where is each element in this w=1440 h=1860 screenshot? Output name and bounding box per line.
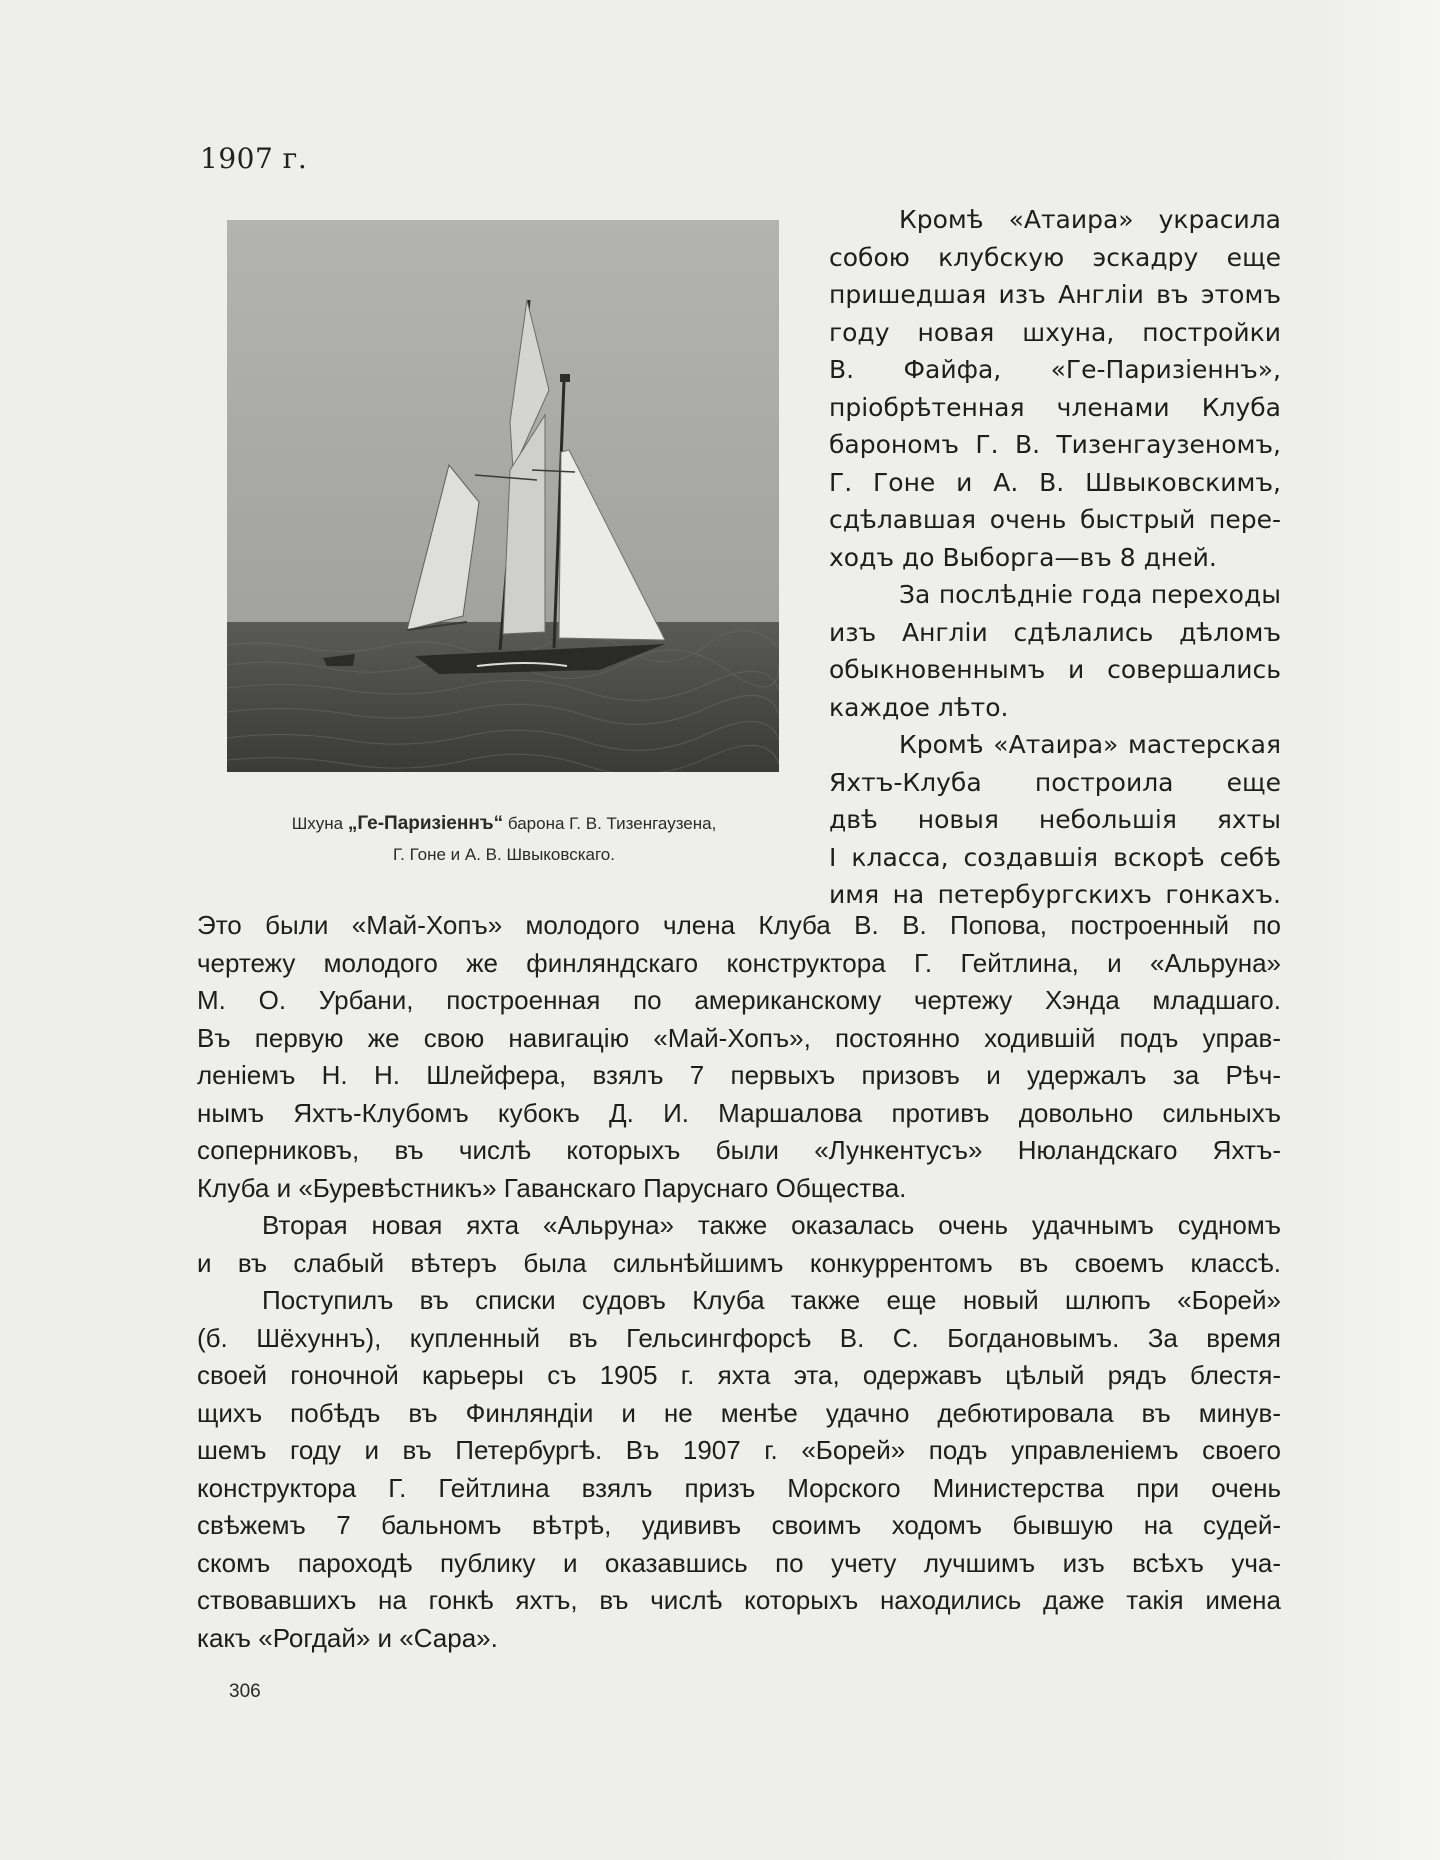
text-line: ходъ до Выборга—въ 8 дней. [829,542,1217,572]
text-line: За послѣдніе года переходы [899,580,1281,609]
caption-vessel-name: „Ге-Паризіеннъ“ [347,813,504,834]
figure-caption [228,808,780,870]
schooner-photograph [227,220,779,772]
running-head-year: 1907 г. [200,142,308,175]
text-line: собою клубскую эскадру еще [829,242,1281,272]
text-line: имя на петербургскихъ гонкахъ. [829,880,1281,909]
text-line: шемъ году и въ Петербургѣ. Въ 1907 г. «Борей» подъ управленіемъ своего [197,1435,1281,1465]
text-line: Клуба и «Буревѣстникъ» Гаванскаго Паруснаго Общества. [197,1172,907,1203]
full-width-text [197,907,1281,1657]
text-line: скомъ пароходѣ публику и оказавшись по учету лучшимъ изъ всѣхъ уча- [197,1547,1281,1578]
text-line: и въ слабый вѣтеръ была сильнѣйшимъ конкуррентомъ въ своемъ классѣ. [197,1247,1281,1278]
right-column-text [829,201,1281,914]
text-line: пріобрѣтенная членами Клуба [829,392,1281,422]
page-edge-shade [1320,0,1440,1860]
text-line: нымъ Яхтъ-Клубомъ кубокъ Д. И. Маршалова противъ довольно сильныхъ [197,1097,1281,1128]
text-line: Г. Гоне и А. В. Швыковскимъ, [829,467,1281,497]
text-line: I класса, создавшія вскорѣ себѣ [829,842,1281,872]
text-line: ствовавшихъ на гонкѣ яхтъ, въ числѣ которыхъ находились даже такія имена [197,1585,1281,1615]
text-line: М. О. Урбани, построенная по американскому чертежу Хэнда младшаго. [197,985,1281,1015]
text-line: Кромѣ «Атаира» мастерская [899,730,1281,759]
caption-line-1 [228,808,780,839]
text-line: изъ Англіи сдѣлались дѣломъ [829,617,1281,647]
page-number: 306 [229,1681,261,1702]
text-line: леніемъ Н. Н. Шлейфера, взялъ 7 первыхъ призовъ и удержалъ за Рѣч- [197,1060,1281,1090]
text-line: Поступилъ въ списки судовъ Клуба также еще новый шлюпъ «Борей» [262,1285,1281,1315]
text-line: соперниковъ, въ числѣ которыхъ были «Лункентусъ» Нюландскаго Яхтъ- [197,1135,1281,1165]
text-line: какъ «Рогдай» и «Сара». [197,1622,498,1653]
text-line: году новая шхуна, постройки [829,317,1281,347]
text-line: Яхтъ-Клуба построила еще [829,767,1281,797]
text-line: своей гоночной карьеры съ 1905 г. яхта эта, одержавъ цѣлый рядъ блестя- [197,1360,1281,1390]
text-line: Кромѣ «Атаира» украсила [899,205,1281,234]
text-line: двѣ новыя небольшія яхты [829,805,1281,834]
caption-owner: барона Г. В. Тизенгаузена, [503,814,717,833]
text-line: конструктора Г. Гейтлина взялъ призъ Морского Министерства при очень [197,1472,1281,1503]
text-line: Въ первую же свою навигацію «Май-Хопъ», постоянно ходившій подъ управ- [197,1022,1281,1053]
text-line: каждое лѣто. [829,692,1009,722]
caption-prefix: Шхуна [291,814,348,833]
text-line: Это были «Май-Хопъ» молодого члена Клуба В. В. Попова, построенный по [197,910,1281,940]
text-line: обыкновеннымъ и совершались [829,655,1281,684]
text-line: (б. Шёхуннъ), купленный въ Гельсингфорсѣ В. С. Богдановымъ. За время [197,1322,1281,1353]
text-line: сдѣлавшая очень быстрый пере- [829,505,1281,534]
text-line: свѣжемъ 7 бальномъ вѣтрѣ, удививъ своимъ ходомъ бывшую на судей- [197,1510,1281,1540]
text-line: щихъ побѣдъ въ Финляндіи и не менѣе удачно дебютировала въ минув- [197,1397,1281,1428]
text-line: Вторая новая яхта «Альруна» также оказалась очень удачнымъ судномъ [262,1210,1281,1240]
schooner-photo-illustration [227,220,779,772]
text-line: чертежу молодого же финляндскаго конструктора Г. Гейтлина, и «Альруна» [197,947,1281,978]
text-line: пришедшая изъ Англіи въ этомъ [829,280,1281,309]
caption-line-2: Г. Гоне и А. В. Швыковскаго. [393,845,615,864]
text-line: В. Файфа, «Ге-Паризіеннъ», [829,355,1281,384]
text-line: барономъ Г. В. Тизенгаузеномъ, [829,430,1281,459]
